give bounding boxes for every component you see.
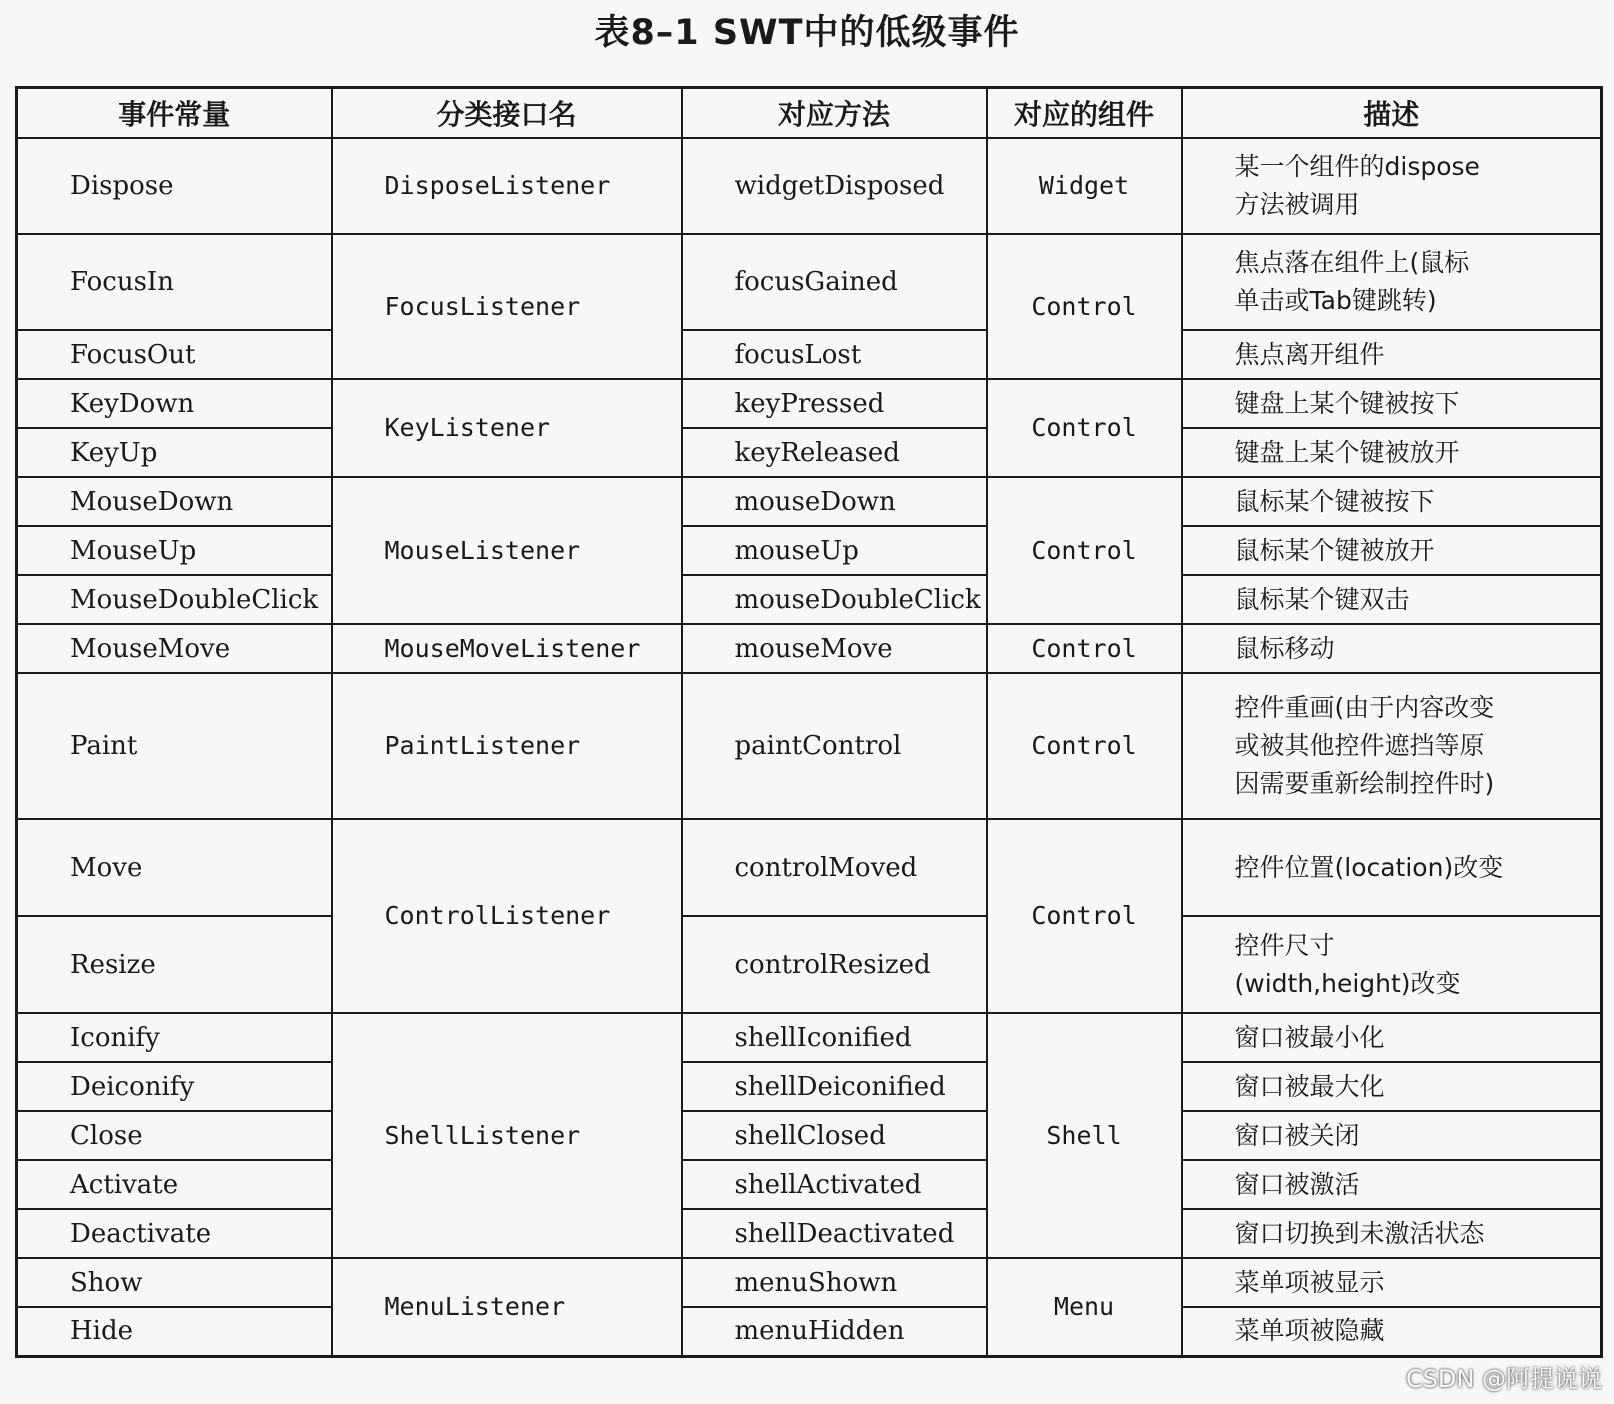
description-line: 键盘上某个键被按下 [1234,388,1460,418]
event-constant-cell: Deactivate [17,1209,332,1258]
description-line: 焦点离开组件 [1234,339,1385,369]
event-constant-cell: MouseUp [17,526,332,575]
table-row [17,575,1602,624]
method-cell: focusGained [682,234,987,330]
table-row [17,673,1602,819]
method-cell: mouseUp [682,526,987,575]
header-row [17,88,1602,139]
description-cell [1182,1258,1602,1307]
watermark: CSDN @阿提说说 [1405,1365,1602,1393]
component-cell: Control [987,673,1182,819]
description-cell [1182,1062,1602,1111]
description-cell [1182,477,1602,526]
header-event-constant: 事件常量 [17,88,332,139]
method-cell: focusLost [682,330,987,379]
method-cell: shellDeiconified [682,1062,987,1111]
event-constant-cell: Hide [17,1307,332,1356]
event-constant-cell: Activate [17,1160,332,1209]
listener-interface-cell: MouseListener [332,477,682,624]
description-line: 单击或Tab键跳转) [1234,286,1437,315]
description-line: 焦点落在组件上(鼠标 [1234,248,1470,277]
table-row [17,624,1602,673]
table-row [17,138,1602,234]
description-line: 或被其他控件遮挡等原 [1234,731,1485,760]
method-cell: mouseDown [682,477,987,526]
description-line: 某一个组件的dispose [1234,152,1480,181]
table-row [17,234,1602,330]
component-cell: Control [987,477,1182,624]
description-cell [1182,1209,1602,1258]
description-line: 鼠标某个键双击 [1234,584,1410,614]
listener-interface-cell: ControlListener [332,819,682,1013]
component-cell: Menu [987,1258,1182,1356]
event-constant-cell: Paint [17,673,332,819]
description-line: 窗口切换到未激活状态 [1234,1218,1485,1248]
event-constant-cell: MouseMove [17,624,332,673]
method-cell: paintControl [682,673,987,819]
listener-interface-cell: FocusListener [332,234,682,379]
table-row [17,819,1602,916]
component-cell: Shell [987,1013,1182,1258]
component-cell: Control [987,234,1182,379]
table-row [17,1111,1602,1160]
table-row [17,1258,1602,1307]
description-line: 控件尺寸 [1234,930,1335,960]
method-cell: widgetDisposed [682,138,987,234]
method-cell: keyPressed [682,379,987,428]
method-cell: shellClosed [682,1111,987,1160]
listener-interface-cell: KeyListener [332,379,682,477]
table-row [17,916,1602,1013]
description-line: 窗口被最大化 [1234,1071,1385,1101]
header-listener-interface: 分类接口名 [332,88,682,139]
event-constant-cell: MouseDoubleClick [17,575,332,624]
description-cell [1182,1307,1602,1356]
description-cell [1182,138,1602,234]
event-constant-cell: Deiconify [17,1062,332,1111]
description-cell [1182,379,1602,428]
description-line: 键盘上某个键被放开 [1234,437,1460,467]
component-cell: Control [987,624,1182,673]
table-row [17,1160,1602,1209]
description-line: 控件重画(由于内容改变 [1234,693,1495,722]
listener-interface-cell: DisposeListener [332,138,682,234]
description-line: 窗口被关闭 [1234,1120,1360,1150]
method-cell: shellActivated [682,1160,987,1209]
description-cell [1182,428,1602,477]
listener-interface-cell: ShellListener [332,1013,682,1258]
description-cell [1182,526,1602,575]
method-cell: shellDeactivated [682,1209,987,1258]
description-line: (width,height)改变 [1234,968,1461,998]
description-cell [1182,1160,1602,1209]
method-cell: shellIconified [682,1013,987,1062]
description-cell [1182,1013,1602,1062]
description-line: 控件位置(location)改变 [1234,852,1504,882]
swt-low-level-events-table [15,86,1603,1358]
description-cell [1182,234,1602,330]
table-row [17,526,1602,575]
event-constant-cell: Close [17,1111,332,1160]
event-constant-cell: Resize [17,916,332,1013]
table-body [17,138,1602,1356]
method-cell: mouseDoubleClick [682,575,987,624]
description-line: 窗口被激活 [1234,1169,1360,1199]
event-constant-cell: KeyUp [17,428,332,477]
description-line: 方法被调用 [1234,190,1360,219]
description-line: 菜单项被显示 [1234,1267,1385,1297]
event-constant-cell: Show [17,1258,332,1307]
event-constant-cell: KeyDown [17,379,332,428]
table-row [17,1013,1602,1062]
method-cell: controlMoved [682,819,987,916]
table-row [17,428,1602,477]
description-cell [1182,819,1602,916]
table-row [17,379,1602,428]
listener-interface-cell: PaintListener [332,673,682,819]
event-constant-cell: Iconify [17,1013,332,1062]
component-cell: Control [987,379,1182,477]
method-cell: menuHidden [682,1307,987,1356]
description-cell [1182,624,1602,673]
listener-interface-cell: MenuListener [332,1258,682,1356]
description-line: 鼠标移动 [1234,633,1335,663]
description-cell [1182,916,1602,1013]
method-cell: keyReleased [682,428,987,477]
event-constant-cell: FocusIn [17,234,332,330]
method-cell: controlResized [682,916,987,1013]
description-line: 因需要重新绘制控件时) [1234,769,1495,798]
table-row [17,1209,1602,1258]
table-row [17,477,1602,526]
component-cell: Widget [987,138,1182,234]
event-constant-cell: MouseDown [17,477,332,526]
description-cell [1182,575,1602,624]
table-title: 表8–1 SWT中的低级事件 [594,13,1020,53]
method-cell: menuShown [682,1258,987,1307]
table-row [17,1307,1602,1356]
description-cell [1182,1111,1602,1160]
listener-interface-cell: MouseMoveListener [332,624,682,673]
event-constant-cell: Dispose [17,138,332,234]
event-constant-cell: Move [17,819,332,916]
description-cell [1182,330,1602,379]
description-line: 窗口被最小化 [1234,1022,1385,1052]
header-method: 对应方法 [682,88,987,139]
description-line: 菜单项被隐藏 [1234,1316,1385,1346]
description-cell [1182,673,1602,819]
table-row [17,1062,1602,1111]
method-cell: mouseMove [682,624,987,673]
header-component: 对应的组件 [987,88,1182,139]
event-constant-cell: FocusOut [17,330,332,379]
header-description: 描述 [1182,88,1602,139]
description-line: 鼠标某个键被放开 [1234,535,1435,565]
table-row [17,330,1602,379]
component-cell: Control [987,819,1182,1013]
description-line: 鼠标某个键被按下 [1234,486,1435,516]
